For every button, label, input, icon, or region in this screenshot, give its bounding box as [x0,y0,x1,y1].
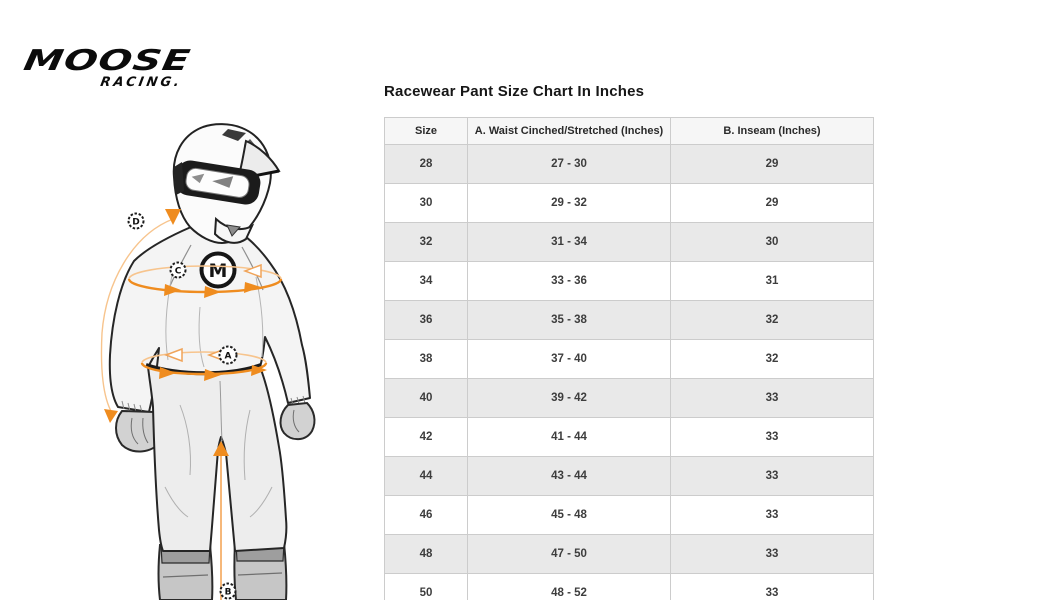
svg-text:A: A [224,351,232,362]
table-row [385,340,874,379]
label-c [171,263,186,278]
svg-text:B: B [224,587,232,598]
cell-inseam: 29 [671,184,874,223]
cell-size: 34 [385,262,468,301]
right-glove [281,403,315,439]
header-row [385,118,874,145]
col-header-size: Size [385,118,468,145]
table-row [385,496,874,535]
table-row [385,574,874,600]
cell-waist: 35 - 38 [468,301,671,340]
cell-size: 36 [385,301,468,340]
cell-waist: 45 - 48 [468,496,671,535]
logo-subtext: RACING. [99,75,184,90]
cell-waist: 31 - 34 [468,223,671,262]
cell-waist: 27 - 30 [468,145,671,184]
cell-size: 50 [385,574,468,600]
cell-waist: 43 - 44 [468,457,671,496]
cell-size: 28 [385,145,468,184]
cell-waist: 33 - 36 [468,262,671,301]
helmet [174,124,279,243]
cell-inseam: 30 [671,223,874,262]
table-row [385,262,874,301]
cell-waist: 39 - 42 [468,379,671,418]
cell-inseam: 33 [671,457,874,496]
table-row [385,457,874,496]
cell-size: 46 [385,496,468,535]
cell-inseam: 31 [671,262,874,301]
col-header-waist: A. Waist Cinched/Stretched (Inches) [468,118,671,145]
cell-inseam: 29 [671,145,874,184]
cell-inseam: 33 [671,574,874,600]
cell-inseam: 33 [671,418,874,457]
logo-wordmark: MOOSE [21,44,194,78]
pants [146,365,286,551]
cell-waist: 41 - 44 [468,418,671,457]
cell-size: 38 [385,340,468,379]
cell-size: 48 [385,535,468,574]
size-chart-table [384,117,874,600]
label-b [221,584,236,599]
chest-logo-letter: M [208,260,228,282]
cell-waist: 37 - 40 [468,340,671,379]
cell-size: 40 [385,379,468,418]
cell-size: 44 [385,457,468,496]
cell-size: 30 [385,184,468,223]
cell-inseam: 32 [671,340,874,379]
cell-inseam: 33 [671,379,874,418]
moose-racing-logo [21,44,204,90]
svg-text:D: D [132,217,140,228]
cell-waist: 48 - 52 [468,574,671,600]
table-row [385,535,874,574]
col-header-inseam: B. Inseam (Inches) [671,118,874,145]
size-chart-title: Racewear Pant Size Chart In Inches [384,83,645,100]
table-row [385,223,874,262]
table-row [385,379,874,418]
label-d [129,214,144,229]
chest-logo [202,254,235,287]
table-row [385,184,874,223]
label-a [220,347,237,364]
table-row [385,145,874,184]
rider-illustration [60,115,350,600]
cell-waist: 29 - 32 [468,184,671,223]
cell-waist: 47 - 50 [468,535,671,574]
svg-text:C: C [174,266,182,277]
cell-inseam: 32 [671,301,874,340]
table-row [385,418,874,457]
cell-size: 42 [385,418,468,457]
cell-inseam: 33 [671,496,874,535]
cell-inseam: 33 [671,535,874,574]
cell-size: 32 [385,223,468,262]
table-row [385,301,874,340]
